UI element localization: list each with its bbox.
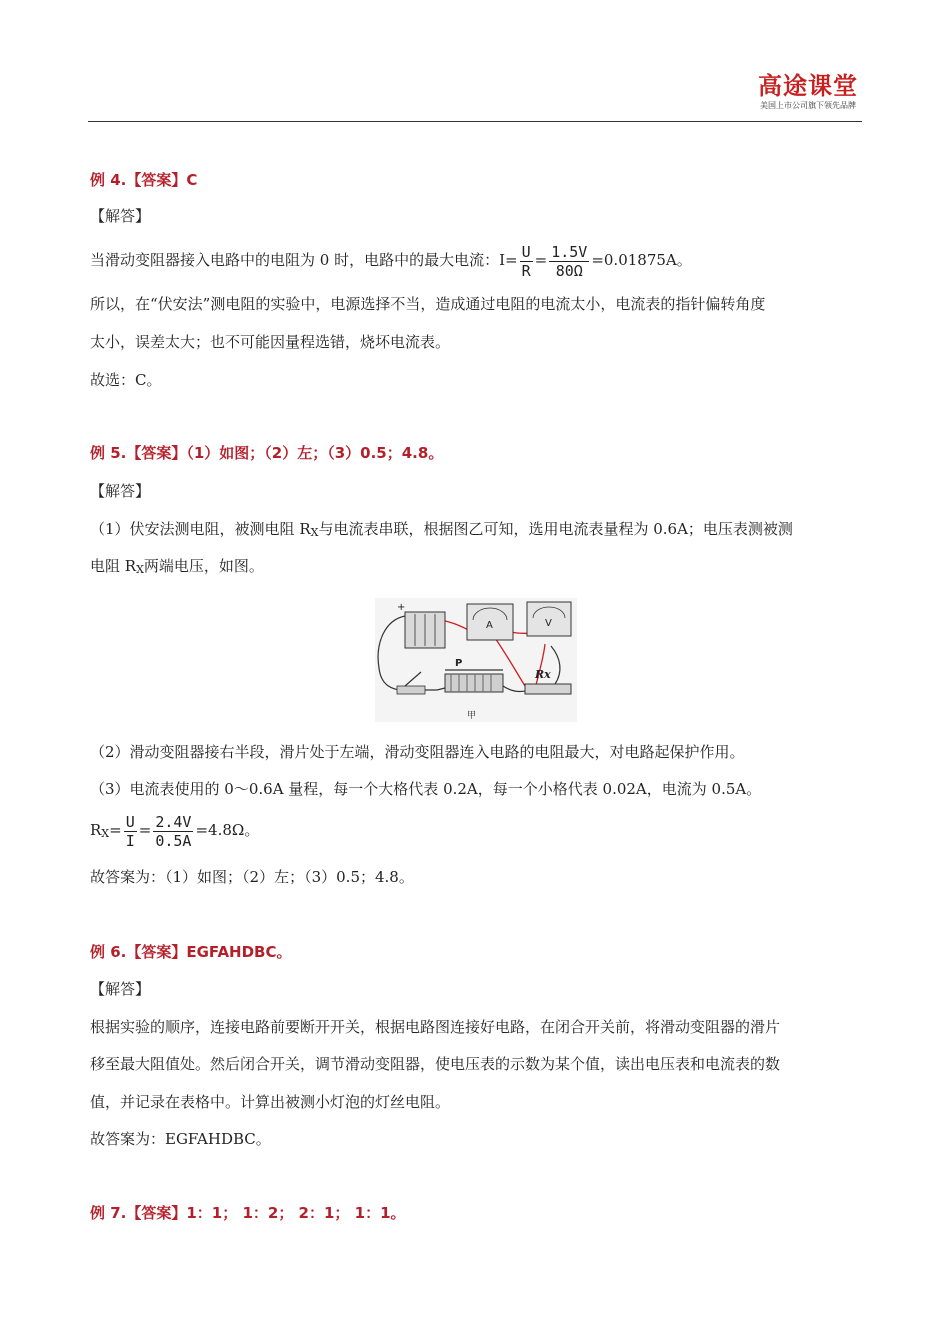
fraction-numerator: U [521, 242, 531, 261]
ex5-heading-answer: （1）如图；（2）左；（3）0.5；4.8。 [186, 444, 444, 462]
fraction-denominator: R [521, 261, 531, 280]
ex5-line-2 [90, 556, 860, 580]
ex7-heading-answer: 1：1； 1：2； 2：1； 1：1。 [186, 1204, 406, 1222]
subscript-x: X [136, 563, 144, 576]
logo-subtitle: 美国上市公司旗下领先品牌 [760, 101, 856, 110]
resistor-rx-label: Rx [535, 668, 551, 681]
ex4-line-1-post: =0.01875A。 [591, 251, 692, 269]
ex6-heading-prefix: 例 6.【答案】 [90, 943, 187, 961]
rheostat-slider-label: P [455, 658, 463, 669]
ex5-line-3: （2）滑动变阻器接右半段，滑片处于左端，滑动变阻器连入电路的电阻最大，对电路起保护作用。 [90, 743, 745, 761]
ex4-fraction-u-r [520, 243, 533, 280]
fraction-numerator: 2.4V [155, 812, 192, 831]
ex7-heading [90, 1203, 860, 1223]
voltmeter-label: V [545, 618, 552, 629]
figure-caption: 甲 [467, 711, 477, 721]
ex5-line-1-a: （1）伏安法测电阻，被测电阻 R [90, 520, 311, 538]
ex4-heading-prefix: 例 4.【答案】 [90, 171, 187, 189]
ex5-line-1 [90, 519, 860, 543]
fraction-denominator: 0.5A [155, 831, 192, 850]
ex7-heading-prefix: 例 7.【答案】 [90, 1204, 187, 1222]
battery-plus-label: + [397, 602, 406, 613]
ex5-jieda: 【解答】 [90, 482, 151, 500]
ex4-heading [90, 170, 860, 190]
rheostat [445, 674, 503, 692]
ammeter-label: A [486, 620, 493, 631]
ex5-line-1-b: 与电流表串联，根据图乙可知，选用电流表量程为 0.6A；电压表测被测 [318, 520, 793, 538]
equals-sign: = [109, 821, 122, 839]
fraction-numerator: U [125, 812, 135, 831]
logo-title: 高途课堂 [758, 72, 858, 100]
resistor-rx [525, 684, 571, 694]
header-divider [88, 121, 862, 122]
ex4-line-1-pre: 当滑动变阻器接入电路中的电阻为 0 时，电路中的最大电流：I= [90, 251, 518, 269]
ex5-line-2-a: 电阻 R [90, 557, 137, 575]
fraction-denominator: I [125, 831, 135, 850]
ex5-heading [90, 443, 860, 463]
ex5-line-2-b: 两端电压，如图。 [143, 557, 264, 575]
circuit-figure [375, 598, 577, 722]
ex4-fraction-values [549, 243, 589, 280]
switch [397, 686, 425, 694]
ex5-line-4: （3）电流表使用的 0～0.6A 量程，每一个大格代表 0.2A，每一个小格代表 0.02A，电流为 0.5A。 [90, 780, 762, 798]
ex4-line-3: 太小，误差太大；也不可能因量程选错，烧坏电流表。 [90, 333, 451, 351]
fraction-numerator: 1.5V [551, 242, 588, 261]
ex5-line-5 [90, 810, 860, 850]
equals-sign: = [138, 821, 152, 839]
ex5-line-5-post: =4.8Ω。 [195, 821, 260, 839]
fraction-denominator: 80Ω [555, 261, 583, 280]
brand-logo [758, 72, 858, 112]
circuit-diagram [375, 598, 577, 722]
ex5-heading-prefix: 例 5.【答案】 [90, 444, 187, 462]
ex6-line-2: 移至最大阻值处。然后闭合开关，调节滑动变阻器，使电压表的示数为某个值，读出电压表和电流表的数 [90, 1055, 781, 1073]
ex4-jieda: 【解答】 [90, 207, 151, 225]
ex4-line-1 [90, 240, 860, 280]
ex5-line-5-pre: R [90, 821, 102, 839]
subscript-x: X [101, 827, 110, 840]
ex6-heading [90, 942, 860, 962]
ex6-line-4: 故答案为：EGFAHDBC。 [90, 1130, 271, 1148]
ex4-line-4: 故选：C。 [90, 371, 162, 389]
ex5-fraction-values [153, 813, 193, 850]
ex5-line-6: 故答案为：（1）如图；（2）左；（3）0.5；4.8。 [90, 868, 414, 886]
equals-sign: = [534, 251, 548, 269]
ex6-jieda: 【解答】 [90, 980, 151, 998]
ex4-heading-answer: C [186, 171, 198, 189]
ex5-fraction-u-i [124, 813, 137, 850]
ex4-line-2: 所以，在“伏安法”测电阻的实验中，电源选择不当，造成通过电阻的电流太小，电流表的指针偏转角度 [90, 295, 766, 313]
ex6-line-1: 根据实验的顺序，连接电路前要断开开关，根据电路图连接好电路，在闭合开关前，将滑动变阻器的滑片 [90, 1018, 781, 1036]
subscript-x: X [310, 526, 319, 539]
ex6-line-3: 值，并记录在表格中。计算出被测小灯泡的灯丝电阻。 [90, 1093, 451, 1111]
ex6-heading-answer: EGFAHDBC。 [186, 943, 292, 961]
